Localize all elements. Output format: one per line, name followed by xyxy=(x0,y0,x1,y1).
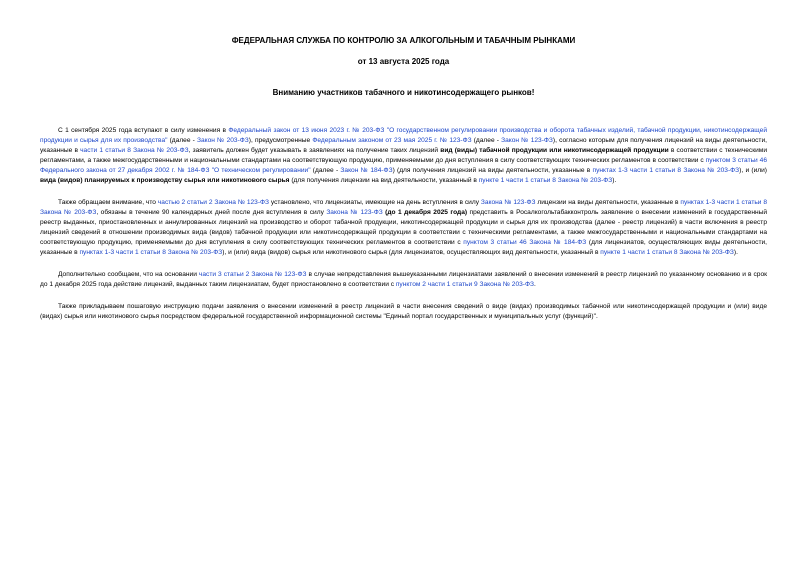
text: ). xyxy=(733,249,738,256)
link-items-1-3[interactable]: пунктах 1-3 части 1 статьи 8 Закона № 203-ФЗ xyxy=(79,249,223,256)
document-date: от 13 августа 2025 года xyxy=(357,57,450,66)
paragraph-4 xyxy=(40,302,767,322)
bold-text: вид (виды) табачной продукции или никотинсодержащей продукции xyxy=(440,147,669,154)
text: (для получения лицензии на вид деятельности, указанный в xyxy=(289,177,479,184)
document-subject: Вниманию участников табачного и никотинсодержащего рынков! xyxy=(272,88,535,97)
link-law-203[interactable]: Федеральный закон от 13 июня 2023 г. № 203-ФЗ "О государственном регулировании производства и оборота табачных изделий, табачной продукции, никотинсодержащей продукции и сырья для их производства" xyxy=(40,127,768,144)
link-law-184-short[interactable]: Закон № 184-ФЗ xyxy=(340,167,393,174)
text: установлено, что лицензиаты, имеющие на день вступления в силу xyxy=(269,199,481,206)
text: (далее - xyxy=(310,167,341,174)
paragraph-2 xyxy=(40,198,767,258)
paragraph-1 xyxy=(40,126,767,186)
text: (далее - xyxy=(471,137,502,144)
text: Дополнительно сообщаем, что на основании xyxy=(58,271,199,278)
text: (далее - xyxy=(167,137,197,144)
text: лицензии на виды деятельности, указанные в xyxy=(535,199,681,206)
text: Также обращаем внимание, что xyxy=(58,199,158,206)
link-part1-art8[interactable]: части 1 статьи 8 Закона № 203-ФЗ xyxy=(80,147,189,154)
bold-text: вида (видов) планируемых к производству сырья или никотинового сырья xyxy=(40,177,290,184)
link-part2-art2[interactable]: частью 2 статьи 2 Закона № 123-ФЗ xyxy=(157,199,270,206)
text: ), и (или) xyxy=(739,167,767,174)
text: ), предусмотренные xyxy=(248,137,313,144)
text: в случае непредставления вышеуказанными лицензиатами заявлений о внесении изменений в реестр лицензий по указанному основанию и в срок до 1 декабря 2025 года действие лицензий, выданных таким лицензиатам, будет приостановлено в соответствии с xyxy=(40,271,768,288)
link-items-1-3[interactable]: пунктах 1-3 части 1 статьи 8 Закона № 203-ФЗ xyxy=(40,199,767,216)
text: (для лицензиатов, осуществляющих виды деятельности, указанные в xyxy=(40,239,767,256)
link-law-123-short[interactable]: Закона № 123-ФЗ xyxy=(480,199,536,206)
link-law-184[interactable]: пунктом 3 статьи 46 Федерального закона от 27 декабря 2002 г. № 184-ФЗ "О техническом регулировании" xyxy=(40,157,767,174)
text: ), согласно которым для получения лицензий на виды деятельности, указанные в xyxy=(40,137,767,154)
text: , заявитель должен будет указывать в заявлениях на получение таких лицензий xyxy=(188,147,441,154)
text: в соответствии с техническими регламентами, а также межгосударственными и национальными стандартами на соответствующую продукцию, применяемыми до дня вступления в силу соответствующих технических регламентов в соответствии с xyxy=(40,147,768,164)
text: ) (для получения лицензий на виды деятельности, указанные в xyxy=(392,167,593,174)
bold-text: (до 1 декабря 2025 года) xyxy=(382,209,468,216)
text: С 1 сентября 2025 года вступают в силу изменения в xyxy=(58,127,229,134)
link-law-203-short[interactable]: Закон № 203-ФЗ xyxy=(197,137,249,144)
link-item3-art46[interactable]: пунктом 3 статьи 46 Закона № 184-ФЗ xyxy=(463,239,587,246)
link-item-1[interactable]: пункте 1 части 1 статьи 8 Закона № 203-ФЗ xyxy=(600,249,734,256)
link-law-123-short[interactable]: Закон № 123-ФЗ xyxy=(501,137,553,144)
link-item-1[interactable]: пункте 1 части 1 статьи 8 Закона № 203-ФЗ xyxy=(478,177,613,184)
link-law-123-short[interactable]: Закона № 123-ФЗ xyxy=(326,209,383,216)
link-item2-art9[interactable]: пунктом 2 части 1 статьи 9 Закона № 203-ФЗ xyxy=(395,281,534,288)
link-part3-art2[interactable]: части 3 статьи 2 Закона № 123-ФЗ xyxy=(198,271,307,278)
text: ). xyxy=(612,177,617,184)
text: Также прикладываем пошаговую инструкцию подачи заявления о внесении изменений в реестр лицензий в части внесения сведений о виде (видах) производимых табачной или никотинсодержащей продукции и (или) виде (видах) сырья или никотинового сырья посредством федеральной государственной информационной системы "Единый портал государственных и муниципальных услуг (функций)". xyxy=(40,303,767,320)
link-law-123[interactable]: Федеральным законом от 23 мая 2025 г. № 123-ФЗ xyxy=(312,137,472,144)
text: , обязаны в течение 90 календарных дней после дня вступления в силу xyxy=(96,209,327,216)
link-items-1-3[interactable]: пунктах 1-3 части 1 статьи 8 Закона № 203-ФЗ xyxy=(592,167,740,174)
text: ), и (или) вида (видов) сырья или никотинового сырья (для лицензиатов, осуществляющих вид деятельности, указанный в xyxy=(222,249,601,256)
paragraph-3 xyxy=(40,270,767,290)
agency-title: ФЕДЕРАЛЬНАЯ СЛУЖБА ПО КОНТРОЛЮ ЗА АЛКОГОЛЬНЫМ И ТАБАЧНЫМ РЫНКАМИ xyxy=(231,36,576,45)
document-body xyxy=(40,126,767,334)
text: . xyxy=(533,281,536,288)
text: представить в Росалкогольтабакконтроль заявление о внесении изменений в государственный реестр выданных, приостановленных и аннулированных лицензий на производство и оборот табачной продукции, никотинсодержащей продукции и сырья для их производства (далее - реестр лицензий) в части включения в реестр лицензий сведений в отношении производимых вида (видов) табачной продукции или никотинсодержащей продукции в соответствии с техническими регламентами, а также межгосударственными и национальными стандартами на соответствующую продукцию, применяемыми до дня вступления в силу соответствующих технических регламентов в соответствии с xyxy=(40,209,768,246)
